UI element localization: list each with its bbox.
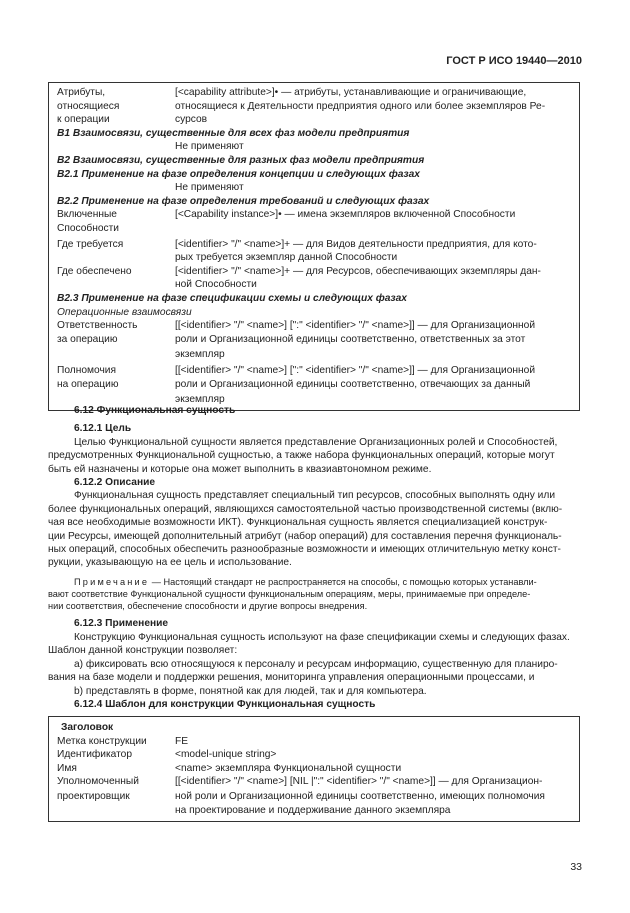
section-heading: В2.2 Применение на фазе определения требований и следующих фазах [57, 195, 430, 207]
paragraph: Конструкцию Функциональная сущность используют на фазе спецификации схемы и следующих фазах. Шаблон данной конструкции позволяет: [48, 631, 570, 657]
document-header: ГОСТ Р ИСО 19440—2010 [446, 55, 582, 67]
section-heading: В2 Взаимосвязи, существенные для разных фаз модели предприятия [57, 154, 425, 166]
table-row: Имя <name> экземпляра Функциональной сущности [57, 762, 402, 774]
template-title: Заголовок [61, 722, 114, 733]
row-value: Не применяют [175, 182, 244, 194]
table-row: Идентификатор <model-unique string> [57, 749, 277, 761]
attribute-table [48, 82, 580, 411]
section-title: 6.12 Функциональная сущность [74, 405, 236, 416]
list-item: b) представлять в форме, понятной как для людей, так и для компьютера. [74, 685, 427, 697]
subsection-title: 6.12.3 Применение [74, 618, 169, 630]
row-value: Не применяют [175, 141, 244, 153]
row-value: [<capability attribute>]• — атрибуты, устанавливающие и ограничивающие, относящиеся к Деятельности предприятия одного или более экземпляров Ре- сурсов [175, 87, 546, 126]
table-row: Ответственность за операцию [[<identifier> "/" <name>] [":" <identifier> "/" <name>]] — для Организационной роли и Организационной единицы соответственно, ответственных за этот экземпляр [57, 320, 536, 360]
table-row: Где обеспечено [<identifier> "/" <name>]+ — для Ресурсов, обеспечивающих экземпляры дан- ной Способности [57, 265, 541, 291]
subsection-label: Операционные взаимосвязи [57, 306, 192, 318]
paragraph: Целью Функциональной сущности является представление Организационных ролей и Способностей, предусмотренных Функциональной сущностью, а также набора функциональных операций, которые могут быть ей назначены и которые она может выполнить в квазиавтономном режиме. [48, 436, 558, 475]
section-heading: В2.3 Применение на фазе спецификации схемы и следующих фазах [57, 292, 407, 304]
section-heading: В1 Взаимосвязи, существенные для всех фаз модели предприятия [57, 127, 410, 139]
page-number: 33 [570, 861, 582, 873]
table-row: Метка конструкции FE [57, 735, 189, 747]
template-table [48, 716, 580, 822]
table-row: Включенные Способности [<Capability instance>]• — имена экземпляров включенной Способности [57, 209, 516, 234]
subsection-title: 6.12.4 Шаблон для конструкции Функциональная сущность [74, 698, 376, 710]
row-label: Атрибуты, относящиеся к операции [57, 87, 120, 126]
table-row: Где требуется [<identifier> "/" <name>]+ — для Видов деятельности предприятия, для кото- рых требуется экземпляр данной Способности [57, 238, 537, 264]
table-row: Уполномоченный проектировщик [[<identifier> "/" <name>] [NIL |":" <identifier> "/" <name>]] — для Организацион- ной роли и Организационной единицы соответственно, имеющих полномочия на проектирование и поддерживание данного экземпляра [57, 776, 545, 816]
body-text [48, 404, 580, 711]
section-heading: В2.1 Применение на фазе определения концепции и следующих фазах [57, 168, 420, 180]
list-item: а) фиксировать всю относящуюся к персоналу и ресурсам информацию, существенную для планиро- вания на базе модели и поддержки решения, мониторинга управления операционными процессами, и [48, 658, 558, 684]
table-row [49, 86, 579, 127]
paragraph: Функциональная сущность представляет специальный тип ресурсов, способных выполнять одну или более функциональных операций, являющихся самостоятельной частью производственной системы (вклю- чая все необходимые возможности ИКТ). Функциональная сущность является специализацией конструк- ции Ресурсы, имеющей дополнительный атрибут (набор операций) для составления перечня функциональ- ных операций, способных обеспечить разнообразные возможности и имеющих отличительную метку конст- рукции, указывающую на ее цель и использование. [48, 490, 563, 569]
subsection-title: 6.12.1 Цель [74, 423, 132, 435]
table-row: Полномочия на операцию [[<identifier> "/" <name>] [":" <identifier> "/" <name>]] — для Организационной роли и Организационной единицы соответственно, отвечающих за данный экземпляр [57, 364, 536, 405]
subsection-title: 6.12.2 Описание [74, 477, 156, 489]
note: Примечание — Настоящий стандарт не распространяется на способы, с помощью которых устанавли- вают соответствие Функциональной сущности функциональным операциям, меры, принимаемые при определе- нии соответствия, обеспечение способности и другие вопросы внедрения. [48, 576, 537, 612]
